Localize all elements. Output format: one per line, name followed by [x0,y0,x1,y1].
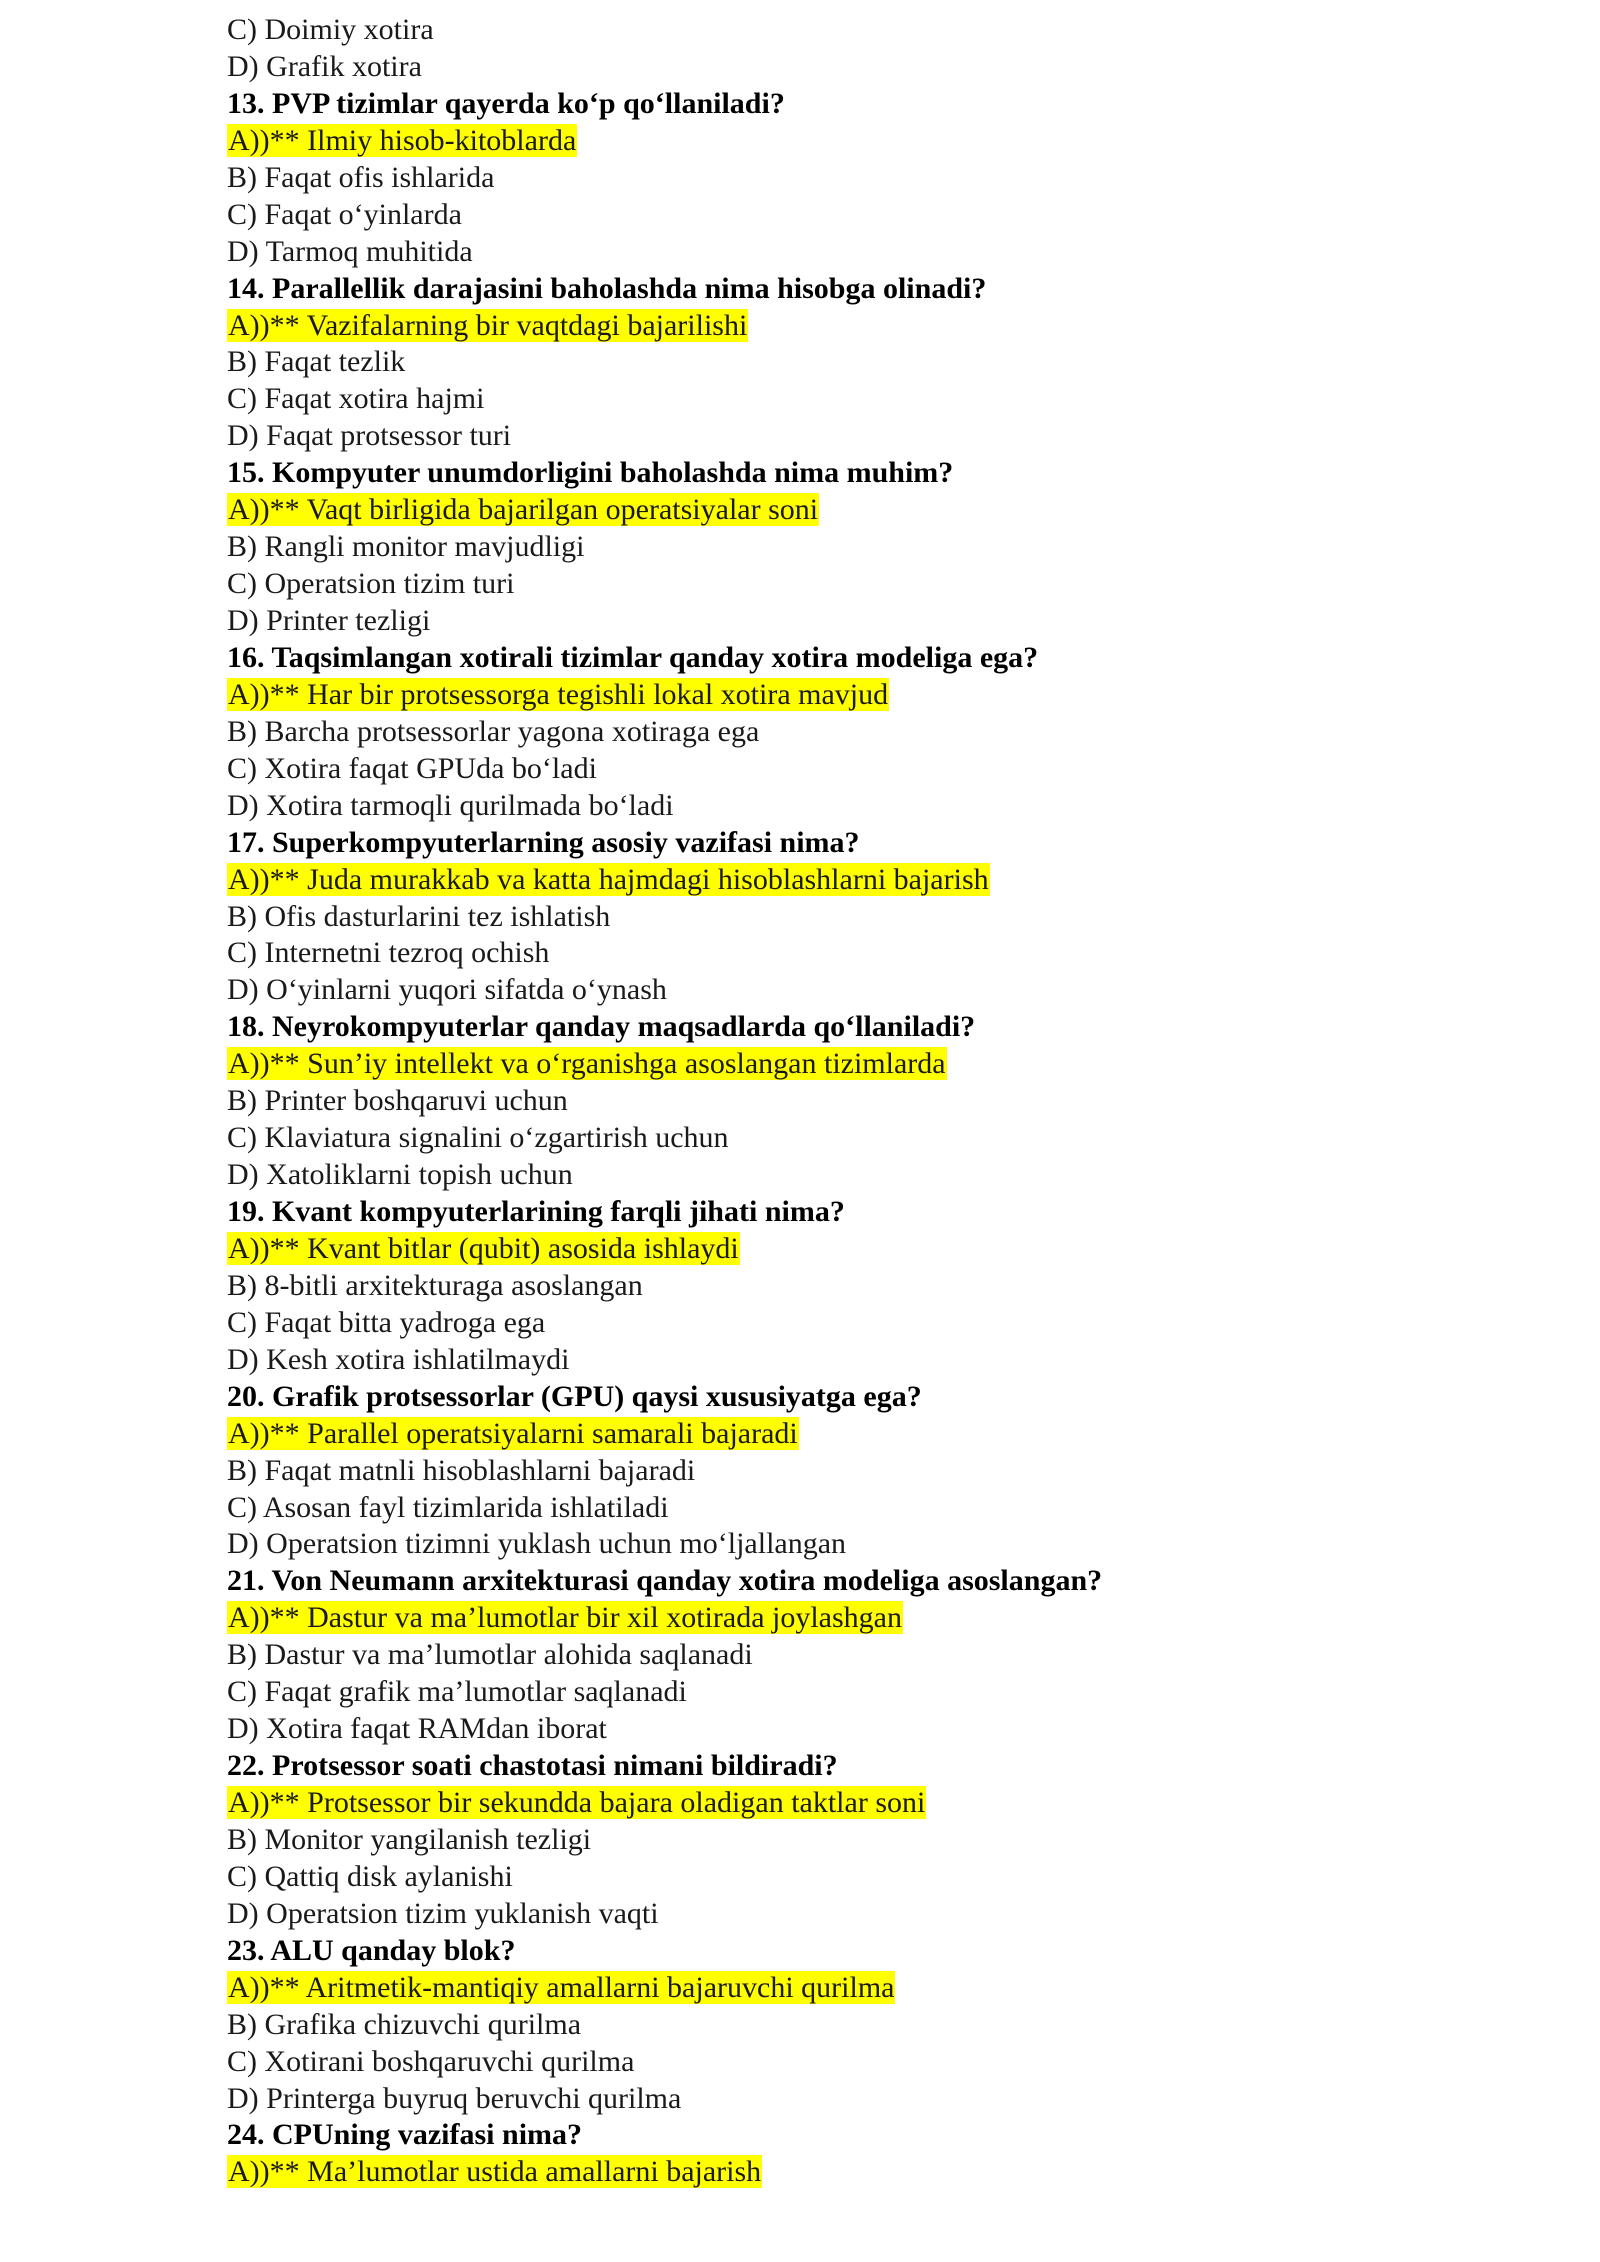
highlighted-answer: A))** Kvant bitlar (qubit) asosida ishlaydi [228,1231,739,1265]
option-line: B) Monitor yangilanish tezligi [227,1822,592,1856]
highlighted-answer: A))** Vazifalarning bir vaqtdagi bajarilishi [228,308,748,342]
option-line: D) Printer tezligi [227,604,431,637]
option-line: C) Xotirani boshqaruvchi qurilma [227,2044,635,2078]
question-text: 15. Kompyuter unumdorligini baholashda nima muhim? [227,456,954,490]
highlighted-answer: A))** Ilmiy hisob-kitoblarda [228,123,577,157]
highlighted-answer: A))** Ma’lumotlar ustida amallarni bajarish [228,2155,762,2189]
option-line: D) Operatsion tizimni yuklash uchun mo‘ljallangan [227,1527,847,1561]
option-line: B) Barcha protsessorlar yagona xotiraga ega [227,714,760,748]
option-line: C) Operatsion tizim turi [227,567,515,601]
highlighted-answer: A))** Vaqt birligida bajarilgan operatsiyalar soni [228,493,819,527]
option-line: B) Printer boshqaruvi uchun [227,1084,568,1118]
option-line: B) Ofis dasturlarini tez ishlatish [227,899,611,933]
answer-line [227,1231,1527,1268]
option-line: B) Rangli monitor mavjudligi [227,530,585,564]
answer-line [227,1970,1527,2007]
question-text: 23. ALU qanday blok? [227,1933,516,1967]
highlighted-answer: A))** Sun’iy intellekt va o‘rganishga asoslangan tizimlarda [228,1047,946,1081]
option-line: B) Faqat ofis ishlarida [227,160,495,194]
quiz-document [227,12,1527,2191]
option-line: D) Kesh xotira ishlatilmaydi [227,1342,570,1376]
highlighted-answer: A))** Aritmetik-mantiqiy amallarni bajaruvchi qurilma [228,1970,895,2004]
answer-line [227,1785,1527,1822]
option-line: D) Printerga buyruq beruvchi qurilma [227,2081,682,2115]
answer-line [227,308,1527,345]
question-text: 13. PVP tizimlar qayerda ko‘p qo‘llaniladi? [227,86,785,120]
answer-line [227,2154,1527,2191]
question-text: 17. Superkompyuterlarning asosiy vazifasi nima? [227,825,860,859]
option-line: D) Operatsion tizim yuklanish vaqti [227,1896,659,1930]
question-block [227,1563,1527,1748]
question-block [227,1748,1527,1933]
option-line: D) Xotira faqat RAMdan iborat [227,1712,607,1746]
option-line: D) Tarmoq muhitida [227,234,473,268]
answer-line [227,862,1527,899]
question-block [227,271,1527,456]
option-line: B) Dastur va ma’lumotlar alohida saqlanadi [227,1638,753,1672]
question-block [227,1009,1527,1194]
question-block [227,455,1527,640]
question-text: 14. Parallellik darajasini baholashda nima hisobga olinadi? [227,271,987,305]
highlighted-answer: A))** Parallel operatsiyalarni samarali bajaradi [228,1416,798,1450]
question-text: 21. Von Neumann arxitekturasi qanday xotira modeliga asoslangan? [227,1564,1103,1598]
option-line: C) Internetni tezroq ochish [227,936,550,970]
option-line: C) Faqat bitta yadroga ega [227,1305,546,1339]
option-line: B) Faqat matnli hisoblashlarni bajaradi [227,1453,696,1487]
question-list [227,86,1527,2191]
option-line: D) Xatoliklarni topish uchun [227,1158,573,1192]
question-block [227,86,1527,271]
question-block [227,640,1527,825]
option-line: C) Qattiq disk aylanishi [227,1859,513,1893]
question-block [227,1933,1527,2118]
question-block [227,1194,1527,1379]
question-text: 16. Taqsimlangan xotirali tizimlar qanday xotira modeliga ega? [227,640,1039,674]
option-line: D) Faqat protsessor turi [227,419,512,453]
option-line: C) Xotira faqat GPUda bo‘ladi [227,751,597,785]
option-line: D) O‘yinlarni yuqori sifatda o‘ynash [227,973,667,1007]
option-line: B) 8-bitli arxitekturaga asoslangan [227,1268,643,1302]
question-block [227,825,1527,1010]
answer-line [227,123,1527,160]
option-line: C) Klaviatura signalini o‘zgartirish uchun [227,1121,729,1155]
answer-line [227,1600,1527,1637]
highlighted-answer: A))** Dastur va ma’lumotlar bir xil xotirada joylashgan [228,1601,902,1635]
answer-line [227,677,1527,714]
highlighted-answer: A))** Juda murakkab va katta hajmdagi hisoblashlarni bajarish [228,862,989,896]
option-line: C) Faqat o‘yinlarda [227,197,462,231]
option-line: C) Asosan fayl tizimlarida ishlatiladi [227,1490,669,1524]
question-text: 19. Kvant kompyuterlarining farqli jihati nima? [227,1195,845,1228]
question-text: 18. Neyrokompyuterlar qanday maqsadlarda qo‘llaniladi? [227,1010,976,1044]
highlighted-answer: A))** Protsessor bir sekundda bajara oladigan taktlar soni [228,1786,926,1819]
option-line: B) Grafika chizuvchi qurilma [227,2007,582,2041]
question-block [227,2117,1527,2191]
option-line: C) Doimiy xotira [227,13,434,46]
question-text: 20. Grafik protsessorlar (GPU) qaysi xususiyatga ega? [227,1379,922,1413]
question-block [227,1379,1527,1564]
answer-line [227,1046,1527,1083]
answer-line [227,492,1527,529]
highlighted-answer: A))** Har bir protsessorga tegishli lokal xotira mavjud [228,677,889,711]
option-line: B) Faqat tezlik [227,345,406,379]
option-line: D) Xotira tarmoqli qurilmada bo‘ladi [227,788,674,822]
option-line: D) Grafik xotira [227,49,422,83]
question-text: 24. CPUning vazifasi nima? [227,2118,583,2152]
answer-line [227,1416,1527,1453]
option-line: C) Faqat xotira hajmi [227,382,485,416]
question-text: 22. Protsessor soati chastotasi nimani bildiradi? [227,1749,838,1783]
option-line: C) Faqat grafik ma’lumotlar saqlanadi [227,1675,687,1709]
